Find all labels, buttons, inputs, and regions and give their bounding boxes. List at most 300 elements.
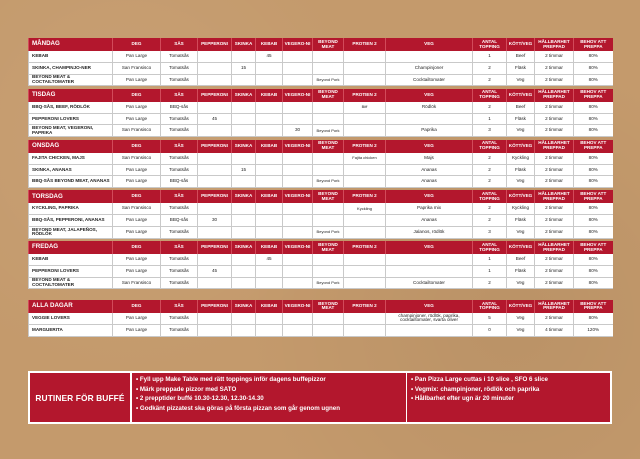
table-row — [29, 164, 613, 176]
table-cell — [386, 266, 473, 278]
table-cell — [232, 313, 256, 325]
pizza-name: BBQ-SÅS BEYOND MEAT, ANANAS — [29, 176, 113, 188]
table-cell: 2 timmar — [535, 153, 574, 165]
day-name: TORSDAG — [29, 190, 113, 203]
table-cell: 80% — [574, 63, 613, 75]
column-header: SÅS — [161, 190, 198, 203]
column-header: HÅLLBARHET PREPPAD — [535, 140, 574, 153]
column-header: SÅS — [161, 140, 198, 153]
table-cell — [198, 51, 232, 63]
routines-body — [130, 371, 612, 424]
table-cell — [198, 102, 232, 114]
column-header: PEPPERONI — [198, 241, 232, 254]
table-row — [29, 125, 613, 137]
column-header: PROTIEN 2 — [344, 241, 386, 254]
buffet-routines-panel — [28, 371, 612, 424]
column-header: BEYOND MEAT — [313, 89, 344, 102]
pizza-name: SKINKA, ANANAS — [29, 164, 113, 176]
table-cell: 2 — [473, 74, 507, 86]
table-cell: Pan Large — [113, 113, 161, 125]
column-header: VEGERO-NI — [283, 89, 313, 102]
table-cell: Beef — [507, 51, 535, 63]
table-cell — [232, 203, 256, 215]
table-cell — [313, 63, 344, 75]
table-cell — [344, 227, 386, 239]
table-cell — [283, 102, 313, 114]
table-cell — [256, 74, 283, 86]
table-cell: Pan Large — [113, 266, 161, 278]
column-header: BEYOND MEAT — [313, 300, 344, 313]
table-cell: 15 — [232, 63, 256, 75]
column-header: HÅLLBARHET PREPPAD — [535, 300, 574, 313]
table-cell: Champinjoner — [386, 63, 473, 75]
table-cell — [344, 113, 386, 125]
column-header: PROTIEN 2 — [344, 190, 386, 203]
table-cell: 2 timmar — [535, 74, 574, 86]
column-header: KEBAB — [256, 89, 283, 102]
day-header-row — [29, 89, 613, 102]
table-cell: 2 timmar — [535, 176, 574, 188]
column-header: ANTAL TOPPING — [473, 241, 507, 254]
column-header: BEYOND MEAT — [313, 38, 344, 51]
table-cell: Majs — [386, 153, 473, 165]
table-cell — [283, 51, 313, 63]
routines-title: RUTINER FÖR BUFFÉ — [28, 371, 130, 424]
table-cell — [283, 325, 313, 337]
column-header: ANTAL TOPPING — [473, 89, 507, 102]
table-cell: Cocktailtomater — [386, 74, 473, 86]
table-cell — [232, 254, 256, 266]
table-cell: Pan Large — [113, 51, 161, 63]
day-name: TISDAG — [29, 89, 113, 102]
table-cell — [232, 215, 256, 227]
column-header: VEG — [386, 140, 473, 153]
table-cell — [198, 176, 232, 188]
column-header: DEG — [113, 241, 161, 254]
column-header: VEG — [386, 241, 473, 254]
column-header: SKINKA — [232, 241, 256, 254]
table-cell: Beyond Pork — [313, 74, 344, 86]
pizza-name: KEBAB — [29, 254, 113, 266]
table-cell: Tomatsås — [161, 266, 198, 278]
table-cell: 80% — [574, 266, 613, 278]
table-cell — [283, 277, 313, 289]
column-header: SÅS — [161, 241, 198, 254]
table-cell — [313, 203, 344, 215]
table-cell: Veg — [507, 277, 535, 289]
column-header: ANTAL TOPPING — [473, 140, 507, 153]
table-cell — [198, 164, 232, 176]
table-cell: Tomatsås — [161, 153, 198, 165]
column-header: VEG — [386, 38, 473, 51]
column-header: KEBAB — [256, 140, 283, 153]
table-cell — [232, 102, 256, 114]
table-cell — [232, 325, 256, 337]
column-header: VEGERO-NI — [283, 140, 313, 153]
table-cell: Beyond Pork — [313, 227, 344, 239]
table-cell — [344, 74, 386, 86]
table-cell: San Fransisco — [113, 125, 161, 137]
table-cell — [283, 215, 313, 227]
column-header: VEGERO-NI — [283, 190, 313, 203]
table-cell — [344, 313, 386, 325]
table-cell: Rödlök — [386, 102, 473, 114]
table-cell: San Fransisco — [113, 153, 161, 165]
table-cell — [283, 176, 313, 188]
table-cell — [344, 63, 386, 75]
table-cell: 2 — [473, 63, 507, 75]
table-cell — [386, 254, 473, 266]
table-cell: 2 — [473, 203, 507, 215]
table-cell: 4 timmar — [535, 325, 574, 337]
pizza-name: BBQ-SÅS, PEPPERONI, ANANAS — [29, 215, 113, 227]
table-cell: Paprika mix — [386, 203, 473, 215]
table-cell: 1 — [473, 254, 507, 266]
table-cell: 2 — [473, 153, 507, 165]
column-header: SÅS — [161, 38, 198, 51]
table-cell: Fläsk — [507, 215, 535, 227]
column-header: DEG — [113, 89, 161, 102]
routine-item: • Pan Pizza Large cuttas i 10 slice , SFO 6 slice — [411, 375, 606, 385]
table-cell — [283, 113, 313, 125]
table-cell: 2 timmar — [535, 51, 574, 63]
column-header: DEG — [113, 190, 161, 203]
table-cell: Pan Large — [113, 215, 161, 227]
table-cell: Kyckling — [507, 153, 535, 165]
day-header-row — [29, 300, 613, 313]
table-cell — [198, 277, 232, 289]
table-cell — [386, 113, 473, 125]
table-cell — [283, 63, 313, 75]
table-cell: Ananas — [386, 164, 473, 176]
day-header-row — [29, 140, 613, 153]
pizza-name: MARGUERITA — [29, 325, 113, 337]
column-header: KEBAB — [256, 190, 283, 203]
table-cell: Tomatsås — [161, 125, 198, 137]
table-cell: Beyond Pork — [313, 176, 344, 188]
table-cell: 2 timmar — [535, 63, 574, 75]
day-name: ALLA DAGAR — [29, 300, 113, 313]
table-cell — [256, 313, 283, 325]
column-header: SÅS — [161, 89, 198, 102]
table-cell: BBQ-sås — [161, 215, 198, 227]
table-cell — [198, 325, 232, 337]
table-row — [29, 102, 613, 114]
day-name: FREDAG — [29, 241, 113, 254]
table-cell: Tomatsås — [161, 113, 198, 125]
pizza-name: BEYOND MEAT & COCTAILTOMATER — [29, 277, 113, 289]
column-header: ANTAL TOPPING — [473, 38, 507, 51]
pizza-name: PEPPERONI LOVERS — [29, 266, 113, 278]
column-header: KEBAB — [256, 241, 283, 254]
table-cell — [283, 164, 313, 176]
table-cell — [344, 215, 386, 227]
table-cell: 2 timmar — [535, 227, 574, 239]
column-header: PEPPERONI — [198, 300, 232, 313]
table-cell: 2 timmar — [535, 254, 574, 266]
table-cell: 45 — [198, 113, 232, 125]
buffet-schedule-table — [28, 38, 613, 337]
table-cell: Pan Large — [113, 254, 161, 266]
pizza-name: VEGGIE LOVERS — [29, 313, 113, 325]
table-cell: 2 — [473, 277, 507, 289]
table-cell — [256, 125, 283, 137]
pizza-name: BEYOND MEAT, JALAPEÑOS, RÖDLÖK — [29, 227, 113, 239]
table-cell: 1 — [473, 51, 507, 63]
pizza-name: FAJITA CHICKEN, MAJS — [29, 153, 113, 165]
table-cell — [256, 203, 283, 215]
table-cell: Pan Large — [113, 313, 161, 325]
day-name: MÅNDAG — [29, 38, 113, 51]
table-cell — [198, 313, 232, 325]
table-cell — [344, 125, 386, 137]
table-cell: 80% — [574, 113, 613, 125]
table-cell: 2 — [473, 164, 507, 176]
table-cell — [313, 266, 344, 278]
table-cell: 1 — [473, 113, 507, 125]
day-header-row — [29, 241, 613, 254]
table-cell: San Fransisco — [113, 63, 161, 75]
table-cell: Tomatsås — [161, 325, 198, 337]
table-row — [29, 203, 613, 215]
table-cell — [313, 164, 344, 176]
table-cell: 15 — [232, 164, 256, 176]
table-cell — [313, 153, 344, 165]
column-header: BEYOND MEAT — [313, 190, 344, 203]
day-name: ONSDAG — [29, 140, 113, 153]
column-header: SKINKA — [232, 190, 256, 203]
column-header: PROTIEN 2 — [344, 300, 386, 313]
table-cell — [344, 266, 386, 278]
table-cell: 80% — [574, 153, 613, 165]
table-cell — [313, 113, 344, 125]
table-cell: Fläsk — [507, 164, 535, 176]
table-cell: 80% — [574, 125, 613, 137]
table-cell: Tomatsås — [161, 203, 198, 215]
column-header: PEPPERONI — [198, 89, 232, 102]
table-cell: Tomatsås — [161, 74, 198, 86]
table-cell: Veg — [507, 74, 535, 86]
table-cell: Biff — [344, 102, 386, 114]
column-header: VEGERO-NI — [283, 241, 313, 254]
pizza-name: BEYOND MEAT, VEGERONI, PAPRIKA — [29, 125, 113, 137]
table-cell — [313, 325, 344, 337]
column-header: DEG — [113, 140, 161, 153]
table-cell: Pan Large — [113, 325, 161, 337]
column-header: HÅLLBARHET PREPPAD — [535, 241, 574, 254]
table-cell: Veg — [507, 125, 535, 137]
table-cell: 80% — [574, 74, 613, 86]
table-cell: Pan Large — [113, 227, 161, 239]
table-cell: 80% — [574, 51, 613, 63]
table-cell — [232, 176, 256, 188]
table-cell — [344, 164, 386, 176]
table-cell: Tomatsås — [161, 63, 198, 75]
day-header-row — [29, 190, 613, 203]
table-cell: 2 timmar — [535, 266, 574, 278]
pizza-name: BBQ-SÅS, BEEF, RÖDLÖK — [29, 102, 113, 114]
table-cell: Jalanos, rödlök — [386, 227, 473, 239]
column-header: VEG — [386, 190, 473, 203]
table-cell: 1 — [473, 266, 507, 278]
column-header: BEYOND MEAT — [313, 140, 344, 153]
table-cell: Pan Large — [113, 74, 161, 86]
column-header: SÅS — [161, 300, 198, 313]
table-cell — [198, 153, 232, 165]
column-header: HÅLLBARHET PREPPAD — [535, 38, 574, 51]
table-cell: Beef — [507, 254, 535, 266]
column-header: VEGERO-NI — [283, 38, 313, 51]
table-cell: Kyckling — [507, 203, 535, 215]
routine-item: • Märk preppade pizzor med SATO — [136, 385, 402, 395]
pizza-name: KYCKLING, PAPRIKA — [29, 203, 113, 215]
column-header: BEHOV ATT PREPPA — [574, 38, 613, 51]
table-cell — [198, 227, 232, 239]
table-cell — [256, 325, 283, 337]
column-header: VEG — [386, 89, 473, 102]
routines-right-list — [406, 373, 610, 422]
table-cell: 80% — [574, 203, 613, 215]
table-cell: Ananas — [386, 176, 473, 188]
column-header: HÅLLBARHET PREPPAD — [535, 89, 574, 102]
column-header: KÖTT/VEG — [507, 190, 535, 203]
table-cell — [344, 254, 386, 266]
column-header: KEBAB — [256, 38, 283, 51]
table-cell — [198, 74, 232, 86]
table-cell — [256, 277, 283, 289]
table-cell: Ananas — [386, 215, 473, 227]
pizza-name: KEBAB — [29, 51, 113, 63]
column-header: PROTIEN 2 — [344, 140, 386, 153]
column-header: BEHOV ATT PREPPA — [574, 89, 613, 102]
table-cell — [344, 277, 386, 289]
routine-item: • Godkänt pizzatest ska göras på första pizzan som går genom ugnen — [136, 404, 402, 414]
table-cell — [283, 74, 313, 86]
table-cell: Fläsk — [507, 113, 535, 125]
table-cell: Veg — [507, 176, 535, 188]
table-cell — [344, 176, 386, 188]
table-cell: 3 — [473, 125, 507, 137]
table-cell: 80% — [574, 254, 613, 266]
table-cell — [344, 51, 386, 63]
table-cell: Pan Large — [113, 102, 161, 114]
table-row — [29, 215, 613, 227]
table-cell — [232, 125, 256, 137]
table-cell — [198, 63, 232, 75]
table-cell: 80% — [574, 277, 613, 289]
table-cell: Veg — [507, 325, 535, 337]
table-cell: 2 timmar — [535, 215, 574, 227]
column-header: BEHOV ATT PREPPA — [574, 190, 613, 203]
column-header: PEPPERONI — [198, 38, 232, 51]
table-cell — [256, 227, 283, 239]
table-cell: 2 timmar — [535, 113, 574, 125]
table-cell: 2 — [473, 215, 507, 227]
table-cell — [283, 203, 313, 215]
table-cell: BBQ-sås — [161, 102, 198, 114]
column-header: BEYOND MEAT — [313, 241, 344, 254]
table-cell: Veg — [507, 313, 535, 325]
table-row — [29, 63, 613, 75]
table-cell: 80% — [574, 102, 613, 114]
table-cell: San Fransisco — [113, 203, 161, 215]
table-cell — [256, 266, 283, 278]
table-row — [29, 153, 613, 165]
table-cell: 45 — [256, 254, 283, 266]
table-cell — [198, 203, 232, 215]
table-cell: 2 timmar — [535, 277, 574, 289]
column-header: KEBAB — [256, 300, 283, 313]
table-cell — [256, 113, 283, 125]
table-cell — [283, 153, 313, 165]
table-cell: 120% — [574, 325, 613, 337]
table-row — [29, 176, 613, 188]
table-row — [29, 74, 613, 86]
table-cell: Beef — [507, 102, 535, 114]
table-cell: 45 — [198, 266, 232, 278]
pizza-name: PEPPERONI LOVERS — [29, 113, 113, 125]
routine-item: • Fyll upp Make Table med rätt toppings inför dagens buffepizzor — [136, 375, 402, 385]
pizza-name: SKINKA, CHAMPINJO-NER — [29, 63, 113, 75]
table-cell: 80% — [574, 215, 613, 227]
table-cell — [232, 266, 256, 278]
column-header: SKINKA — [232, 38, 256, 51]
table-cell — [313, 102, 344, 114]
table-cell: champinjoner, rödlök, paprika, cocktailtomater, svarta oliver — [386, 313, 473, 325]
table-cell — [198, 254, 232, 266]
column-header: ANTAL TOPPING — [473, 190, 507, 203]
table-cell — [256, 102, 283, 114]
table-row — [29, 313, 613, 325]
table-cell: BBQ-sås — [161, 176, 198, 188]
buffet-schedule-sheet — [28, 38, 612, 337]
column-header: ANTAL TOPPING — [473, 300, 507, 313]
table-cell — [232, 227, 256, 239]
table-cell — [313, 215, 344, 227]
table-cell — [283, 254, 313, 266]
table-cell: 2 — [473, 102, 507, 114]
table-cell: Tomatsås — [161, 164, 198, 176]
column-header: KÖTT/VEG — [507, 140, 535, 153]
column-header: DEG — [113, 300, 161, 313]
column-header: PEPPERONI — [198, 190, 232, 203]
column-header: KÖTT/VEG — [507, 300, 535, 313]
table-cell: 80% — [574, 164, 613, 176]
column-header: PEPPERONI — [198, 140, 232, 153]
table-cell: 2 timmar — [535, 203, 574, 215]
table-cell: Tomatsås — [161, 313, 198, 325]
table-row — [29, 266, 613, 278]
table-cell — [232, 153, 256, 165]
table-cell: 30 — [198, 215, 232, 227]
table-cell — [198, 125, 232, 137]
table-cell — [283, 313, 313, 325]
table-cell — [313, 313, 344, 325]
table-cell — [283, 266, 313, 278]
table-row — [29, 277, 613, 289]
table-cell: San Fransisco — [113, 277, 161, 289]
table-cell: Veg — [507, 227, 535, 239]
column-header: HÅLLBARHET PREPPAD — [535, 190, 574, 203]
column-header: DEG — [113, 38, 161, 51]
column-header: BEHOV ATT PREPPA — [574, 241, 613, 254]
table-cell: 30 — [283, 125, 313, 137]
table-cell — [344, 325, 386, 337]
table-cell: Fläsk — [507, 63, 535, 75]
routine-item: • 2 prepptider buffé 10.30-12.30, 12.30-14.30 — [136, 394, 402, 404]
table-cell — [313, 254, 344, 266]
table-cell — [256, 176, 283, 188]
